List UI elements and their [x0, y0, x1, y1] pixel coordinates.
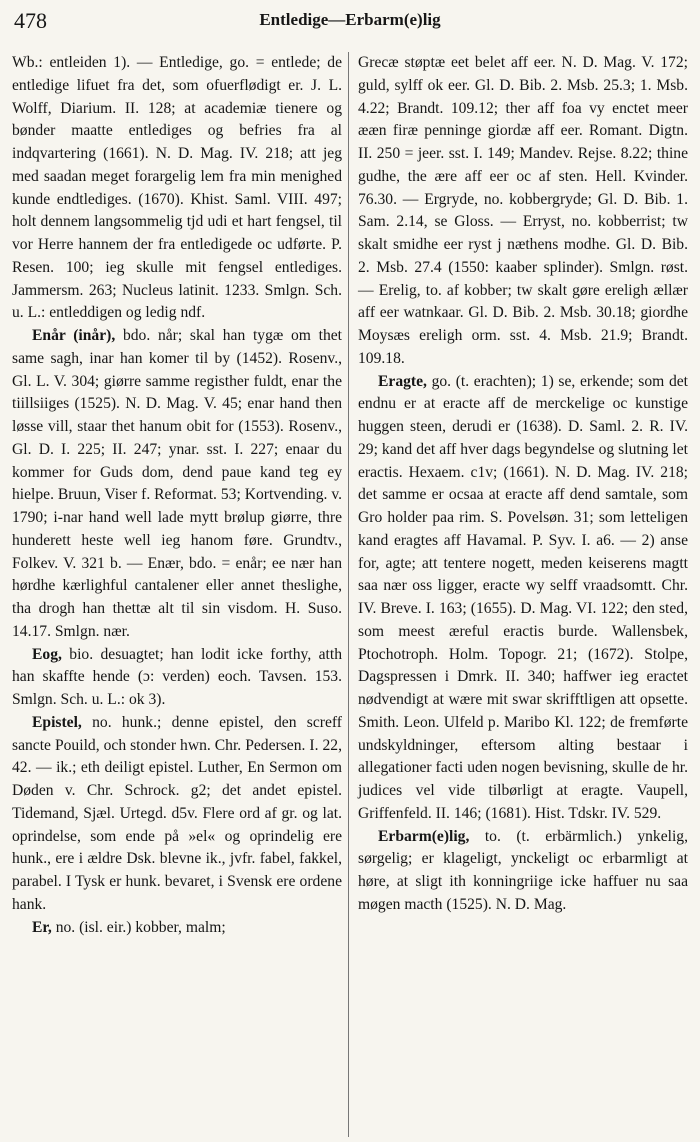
entry-headword: Er, [32, 918, 52, 936]
entry-headword: Eog, [32, 645, 62, 663]
entry-text: bio. desuagtet; han lodit icke forthy, atth han skaffte hende (ɔ: verden) eoch. Tavsen. 153. Smlgn. Sch. u. L.: ok 3). [12, 645, 342, 708]
page-number: 478 [14, 8, 47, 33]
dictionary-entry [12, 52, 342, 325]
entry-text: go. (t. erachten); 1) se, erkende; som det endnu er at eracte aff de merckelige oc kunstige huggen steen, derudi er (1638). D. Saml. 2. R. IV. 29; kand det aff hver dags begyndelse og slutning let eractis. Hexaem. c1v; (1661). N. D. Mag. IV. 218; det samme er ocsaa at eracte aff dend samtale, som Gro holder paa rim. S. Povelsøn. 31; som letteligen kand eragtes aff Havamal. P. Syv. I. a6. — 2) anse for, agte; att tentere nogett, meden keiserens magtt saa nær oss ligger, eracte wy selff vraadsomtt. Chr. IV. Breve. I. 163; (1655). D. Mag. VI. 122; den sted, som meest æreful eractis burde. Wallensbek, Ptochotroph. Holm. Topogr. 21; (1672). Stolpe, Dagspressen i Dmrk. II. 340; haffwer ieg eractet nødvendigt at wære mit swar skrifftligen att opsette. Smith. Leon. Ulfeld p. Maribo Kl. 122; de fremførte undskyldninger, eftersom alting bestaar i allegationer facti uden nogen bevisning, skulle de hr. judices vel vide tilbørligt at eragte. Vaupell, Griffenfeld. II. 146; (1681). Hist. Tdskr. IV. 529. [358, 372, 688, 822]
entry-headword: Eragte, [378, 372, 427, 390]
entry-headword: Erbarm(e)lig, [378, 827, 470, 845]
dictionary-entry [12, 917, 342, 940]
entry-headword: Epistel, [32, 713, 82, 731]
dictionary-entry [12, 712, 342, 917]
dictionary-entry [358, 371, 688, 826]
entry-headword: Enår (inår), [32, 327, 116, 344]
right-column [358, 52, 688, 917]
dictionary-entry [12, 325, 342, 644]
text-columns [12, 52, 688, 1142]
left-column [12, 52, 342, 939]
dictionary-entry [358, 826, 688, 917]
entry-text: no. (isl. eir.) kobber, malm; [51, 918, 226, 936]
dictionary-entry [358, 52, 688, 371]
entry-text: bdo. når; skal han tygæ om thet same sagh, inar han komer til by (1452). Rosenv., Gl. L. V. 304; giørre samme registher fuldt, enar the tiillsiiges (1525). N. D. Mag. V. 45; enar hand then løsse vill, staar thet hanum obit for (1553). Rosenv., Gl. D. I. 225; II. 247; ynar. sst. I. 227; enaar du kommer for Guds dom, dend paue kand teg ey hielpe. Bruun, Viser f. Reformat. 53; Kortvending. v. 1790; i-nar hand well lade mytt brølup giørre, thre hunderett heste well ieg hanom føre. Grundtv., Folkev. V. 321 b. — Enær, bdo. = enår; ee nær han hørdhe kærlighful cantalener eller annet theslighe, tha drogh han thettæ alt til sin visdom. H. Suso. 14.17. Smlgn. nær. [12, 327, 343, 640]
column-divider [348, 52, 349, 1137]
entry-text: no. hunk.; denne epistel, den screff sancte Pouild, och stonder hwn. Chr. Pedersen. I. 22, 42. — ik.; eth deiligt epistel. Luther, En Sermon om Døden v. Chr. Schrock. g2; det andet epistel. Tidemand, Sjæl. Urtegd. d5v. Flere ord af gr. og lat. oprindelse, som ende på »el« og oprindelig ere hunk., ere i ældre Dsk. blevne ik., jvfr. fabel, fakkel, parabel. I Tysk er hunk. bevaret, i Svensk ere ordene hank. [12, 713, 342, 913]
dictionary-entry [12, 644, 342, 712]
entry-text: Wb.: entleiden 1). — Entledige, go. = entlede; de entledige lifuet fra det, som ofuerflødigt er. J. L. Wolff, Diarium. II. 128; at academiæ tienere og bønder maatte entlediges og befries fra al indqvartering (1661). N. D. Mag. IV. 218; att jeg med saadan meget forargelig lem fra min menighed kunde endtlediges. (1670). Khist. Saml. VIII. 497; holt dennem langsommelig tjd udi et hart fengsel, til vor Herre hannem der fra entledigede oc udførte. P. Resen. 100; ieg skulle mit fengsel entlediges. Jammersm. 263; Nucleus latinit. 1233. Smlgn. Sch. u. L.: entleddigen og ledig ndf. [12, 54, 342, 322]
entry-text: to. (t. erbärmlich.) ynkelig, sørgelig; er klageligt, ynckeligt oc erbarmligt at høre, at sligt ith konningriige icke haffuer nu saa møgen macth (1525). N. D. Mag. [358, 827, 688, 913]
page-header [12, 8, 688, 52]
entry-text: Grecæ støptæ eet belet aff eer. N. D. Mag. V. 172; guld, sylff ok eer. Gl. D. Bib. 2. Msb. 25.3; 1. Msb. 4.22; Brandt. 109.12; ther aff foa vy enctet meer ææn firæ penninge giordæ aff eer. Romant. Digtn. II. 250 = jeer. sst. I. 149; Mandev. Rejse. 8.22; thine gudhe, the ære aff eer oc af sten. Hell. Kvinder. 76.30. — Ergryde, no. kobbergryde; Gl. D. Bib. 1. Sam. 2.14, se Gloss. — Erryst, no. kobberrist; tw skalt smidhe eer ryst j næthens modhe. Gl. D. Bib. 2. Msb. 27.4 (1550: kaaber splinder). Smlgn. røst. — Erelig, to. af kobber; tw skalt gøre ereligh ællær aff eer watnkaar. Gl. D. Bib. 2. Msb. 30.18; giordhe Moysæs ereligh orm. sst. 4. Msb. 21.9; Brandt. 109.18. [358, 54, 688, 367]
running-head: Entledige—Erbarm(e)lig [259, 10, 441, 29]
